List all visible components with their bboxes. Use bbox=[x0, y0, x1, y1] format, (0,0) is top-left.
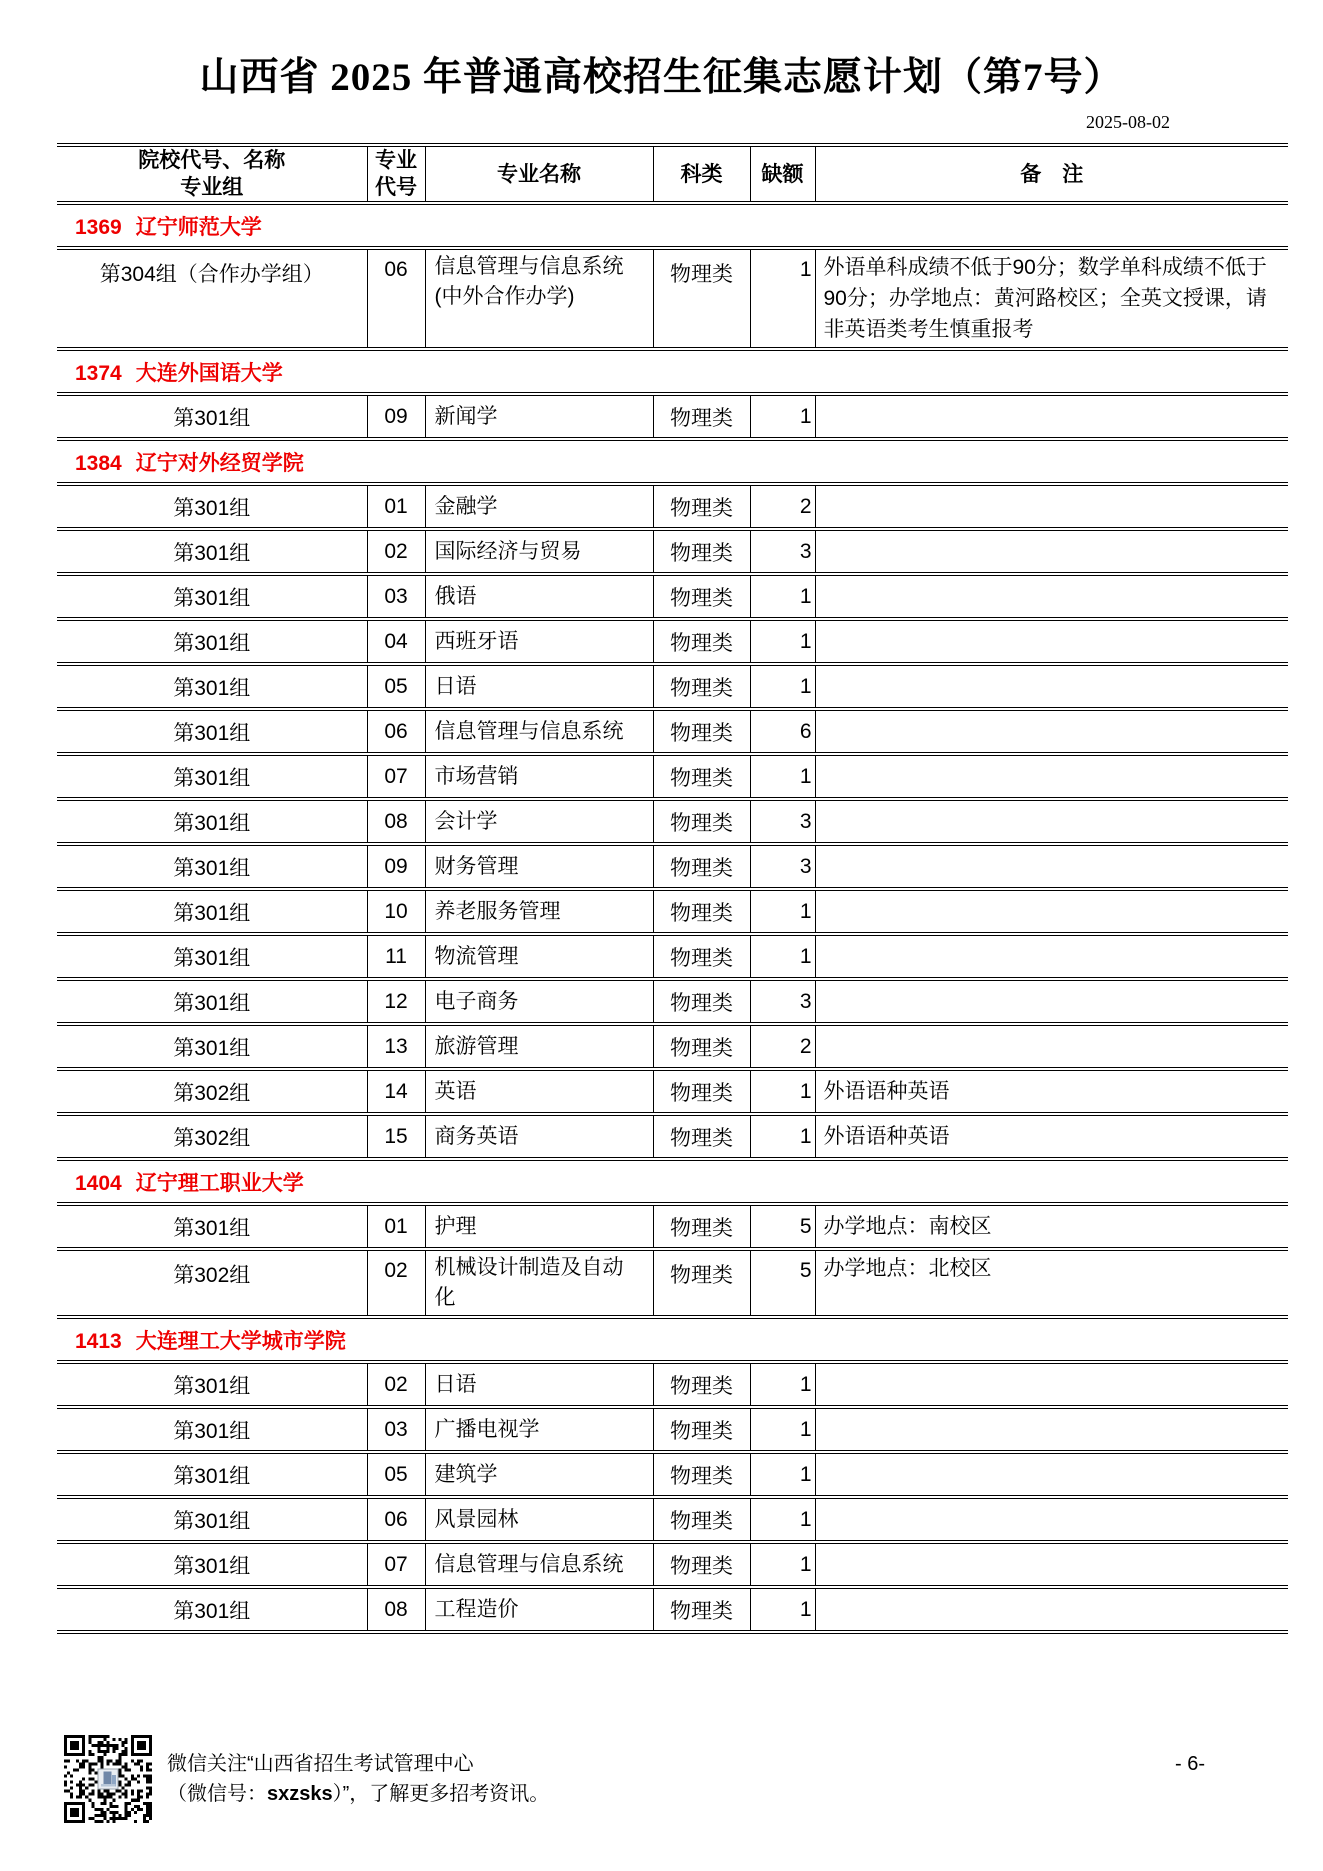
group-cell: 第301组 bbox=[57, 1542, 367, 1587]
group-cell: 第301组 bbox=[57, 574, 367, 619]
section-code: 1384 bbox=[75, 451, 122, 475]
major-code-cell: 12 bbox=[367, 979, 425, 1024]
major-name-cell: 英语 bbox=[425, 1069, 653, 1114]
group-cell: 第301组 bbox=[57, 1407, 367, 1452]
vacancy-cell: 1 bbox=[750, 1542, 815, 1587]
major-name-cell: 信息管理与信息系统 bbox=[425, 709, 653, 754]
category-cell: 物理类 bbox=[653, 574, 750, 619]
major-name-cell: 金融学 bbox=[425, 484, 653, 529]
category-cell: 物理类 bbox=[653, 1114, 750, 1159]
remark-cell bbox=[815, 1362, 1288, 1407]
vacancy-cell: 1 bbox=[750, 1069, 815, 1114]
vacancy-cell: 1 bbox=[750, 1362, 815, 1407]
major-code-cell: 08 bbox=[367, 799, 425, 844]
vacancy-cell: 1 bbox=[750, 248, 815, 349]
vacancy-cell: 1 bbox=[750, 1587, 815, 1632]
group-cell: 第301组 bbox=[57, 889, 367, 934]
remark-cell bbox=[815, 1407, 1288, 1452]
section-name: 辽宁对外经贸学院 bbox=[135, 451, 304, 475]
remark-cell bbox=[815, 574, 1288, 619]
header-remark: 备 注 bbox=[815, 145, 1288, 203]
group-cell: 第301组 bbox=[57, 1362, 367, 1407]
vacancy-cell: 6 bbox=[750, 709, 815, 754]
major-name-cell: 风景园林 bbox=[425, 1497, 653, 1542]
group-cell: 第302组 bbox=[57, 1069, 367, 1114]
table-row bbox=[57, 1114, 1288, 1159]
table-row bbox=[57, 844, 1288, 889]
category-cell: 物理类 bbox=[653, 1024, 750, 1069]
major-name-cell: 护理 bbox=[425, 1204, 653, 1249]
remark-cell: 外语单科成绩不低于90分；数学单科成绩不低于90分；办学地点：黄河路校区；全英文授课，请非英语类考生慎重报考 bbox=[815, 248, 1288, 349]
page-number: - 6- bbox=[1175, 1753, 1205, 1775]
major-name-cell: 日语 bbox=[425, 664, 653, 709]
remark-cell bbox=[815, 529, 1288, 574]
category-cell: 物理类 bbox=[653, 1497, 750, 1542]
header-major-name: 专业名称 bbox=[425, 145, 653, 203]
group-cell: 第301组 bbox=[57, 844, 367, 889]
table-row bbox=[57, 709, 1288, 754]
table-row bbox=[57, 1024, 1288, 1069]
table-row bbox=[57, 1497, 1288, 1542]
qr-code bbox=[63, 1735, 153, 1823]
header-category: 科类 bbox=[653, 145, 750, 203]
category-cell: 物理类 bbox=[653, 248, 750, 349]
category-cell: 物理类 bbox=[653, 1249, 750, 1317]
group-cell: 第302组 bbox=[57, 1114, 367, 1159]
major-name-cell: 会计学 bbox=[425, 799, 653, 844]
table-row bbox=[57, 934, 1288, 979]
table-row bbox=[57, 529, 1288, 574]
group-cell: 第302组 bbox=[57, 1249, 367, 1317]
vacancy-cell: 1 bbox=[750, 619, 815, 664]
remark-cell: 外语语种英语 bbox=[815, 1114, 1288, 1159]
vacancy-cell: 1 bbox=[750, 1497, 815, 1542]
vacancy-cell: 3 bbox=[750, 844, 815, 889]
table-row bbox=[57, 1452, 1288, 1497]
major-code-cell: 09 bbox=[367, 844, 425, 889]
major-code-cell: 15 bbox=[367, 1114, 425, 1159]
group-cell: 第301组 bbox=[57, 484, 367, 529]
major-code-cell: 03 bbox=[367, 1407, 425, 1452]
major-name-cell: 电子商务 bbox=[425, 979, 653, 1024]
category-cell: 物理类 bbox=[653, 1542, 750, 1587]
remark-cell bbox=[815, 619, 1288, 664]
header-college bbox=[57, 145, 367, 203]
vacancy-cell: 1 bbox=[750, 889, 815, 934]
group-cell: 第301组 bbox=[57, 619, 367, 664]
vacancy-cell: 1 bbox=[750, 934, 815, 979]
remark-cell bbox=[815, 889, 1288, 934]
vacancy-cell: 2 bbox=[750, 484, 815, 529]
category-cell: 物理类 bbox=[653, 1407, 750, 1452]
remark-cell bbox=[815, 484, 1288, 529]
page-title: 山西省 2025 年普通高校招生征集志愿计划（第7号） bbox=[199, 56, 1124, 99]
header-college-line1: 院校代号、名称 bbox=[138, 149, 286, 172]
remark-cell bbox=[815, 799, 1288, 844]
remark-cell: 外语语种英语 bbox=[815, 1069, 1288, 1114]
table-header-row bbox=[57, 145, 1288, 203]
major-code-cell: 06 bbox=[367, 709, 425, 754]
section-code: 1404 bbox=[75, 1171, 122, 1195]
wechat-id: sxzsks bbox=[267, 1783, 333, 1805]
plan-table bbox=[57, 143, 1288, 1634]
document-date: 2025-08-02 bbox=[1086, 112, 1170, 132]
group-cell: 第301组 bbox=[57, 934, 367, 979]
remark-cell bbox=[815, 1024, 1288, 1069]
category-cell: 物理类 bbox=[653, 1069, 750, 1114]
section-header-row bbox=[57, 203, 1288, 248]
remark-cell bbox=[815, 664, 1288, 709]
table-row bbox=[57, 619, 1288, 664]
remark-cell bbox=[815, 1587, 1288, 1632]
major-code-cell: 14 bbox=[367, 1069, 425, 1114]
category-cell: 物理类 bbox=[653, 1587, 750, 1632]
table-body bbox=[57, 203, 1288, 1632]
major-name-cell: 俄语 bbox=[425, 574, 653, 619]
table-row bbox=[57, 574, 1288, 619]
major-name-cell: 国际经济与贸易 bbox=[425, 529, 653, 574]
category-cell: 物理类 bbox=[653, 799, 750, 844]
section-header-row bbox=[57, 1317, 1288, 1362]
group-cell: 第301组 bbox=[57, 754, 367, 799]
section-title bbox=[57, 1159, 1288, 1204]
table-row bbox=[57, 799, 1288, 844]
major-code-cell: 04 bbox=[367, 619, 425, 664]
major-code-cell: 10 bbox=[367, 889, 425, 934]
table-row bbox=[57, 889, 1288, 934]
remark-cell bbox=[815, 709, 1288, 754]
category-cell: 物理类 bbox=[653, 754, 750, 799]
category-cell: 物理类 bbox=[653, 844, 750, 889]
category-cell: 物理类 bbox=[653, 1204, 750, 1249]
category-cell: 物理类 bbox=[653, 664, 750, 709]
section-header-row bbox=[57, 349, 1288, 394]
section-code: 1369 bbox=[75, 215, 122, 239]
section-name: 大连理工大学城市学院 bbox=[135, 1329, 346, 1353]
vacancy-cell: 3 bbox=[750, 979, 815, 1024]
table-row bbox=[57, 1362, 1288, 1407]
major-code-cell: 02 bbox=[367, 1249, 425, 1317]
major-name-cell: 商务英语 bbox=[425, 1114, 653, 1159]
remark-cell bbox=[815, 844, 1288, 889]
vacancy-cell: 1 bbox=[750, 1452, 815, 1497]
major-code-cell: 01 bbox=[367, 484, 425, 529]
major-code-cell: 01 bbox=[367, 1204, 425, 1249]
header-major-code bbox=[367, 145, 425, 203]
header-vacancy: 缺额 bbox=[750, 145, 815, 203]
section-code: 1413 bbox=[75, 1329, 122, 1353]
major-name-cell: 物流管理 bbox=[425, 934, 653, 979]
group-cell: 第301组 bbox=[57, 529, 367, 574]
table-row bbox=[57, 1587, 1288, 1632]
major-code-cell: 05 bbox=[367, 1452, 425, 1497]
major-name-cell: 建筑学 bbox=[425, 1452, 653, 1497]
section-header-row bbox=[57, 1159, 1288, 1204]
section-title bbox=[57, 349, 1288, 394]
section-header-row bbox=[57, 439, 1288, 484]
major-name-cell: 广播电视学 bbox=[425, 1407, 653, 1452]
major-code-cell: 07 bbox=[367, 1542, 425, 1587]
table-row bbox=[57, 1542, 1288, 1587]
major-code-cell: 11 bbox=[367, 934, 425, 979]
vacancy-cell: 1 bbox=[750, 574, 815, 619]
remark-cell bbox=[815, 1452, 1288, 1497]
group-cell: 第301组 bbox=[57, 1497, 367, 1542]
group-cell: 第301组 bbox=[57, 709, 367, 754]
vacancy-cell: 3 bbox=[750, 529, 815, 574]
footer-line2: （微信号：sxzsks）”，了解更多招考资讯。 bbox=[167, 1783, 550, 1805]
category-cell: 物理类 bbox=[653, 1452, 750, 1497]
group-cell: 第301组 bbox=[57, 1452, 367, 1497]
remark-cell bbox=[815, 1497, 1288, 1542]
major-name-cell: 西班牙语 bbox=[425, 619, 653, 664]
section-name: 辽宁师范大学 bbox=[135, 215, 262, 239]
major-code-cell: 06 bbox=[367, 248, 425, 349]
remark-cell bbox=[815, 754, 1288, 799]
group-cell: 第301组 bbox=[57, 799, 367, 844]
table-row bbox=[57, 1069, 1288, 1114]
major-name-cell: 机械设计制造及自动化 bbox=[425, 1249, 653, 1317]
category-cell: 物理类 bbox=[653, 529, 750, 574]
major-name-cell: 信息管理与信息系统 bbox=[425, 1542, 653, 1587]
section-code: 1374 bbox=[75, 361, 122, 385]
group-cell: 第301组 bbox=[57, 394, 367, 439]
category-cell: 物理类 bbox=[653, 619, 750, 664]
major-name-cell: 工程造价 bbox=[425, 1587, 653, 1632]
vacancy-cell: 5 bbox=[750, 1204, 815, 1249]
vacancy-cell: 3 bbox=[750, 799, 815, 844]
major-code-cell: 02 bbox=[367, 1362, 425, 1407]
group-cell: 第301组 bbox=[57, 979, 367, 1024]
section-title bbox=[57, 203, 1288, 248]
group-cell: 第301组 bbox=[57, 664, 367, 709]
footer-text bbox=[167, 1749, 549, 1809]
remark-cell bbox=[815, 394, 1288, 439]
category-cell: 物理类 bbox=[653, 484, 750, 529]
remark-cell: 办学地点：南校区 bbox=[815, 1204, 1288, 1249]
major-code-cell: 09 bbox=[367, 394, 425, 439]
major-code-cell: 05 bbox=[367, 664, 425, 709]
category-cell: 物理类 bbox=[653, 1362, 750, 1407]
vacancy-cell: 2 bbox=[750, 1024, 815, 1069]
section-title bbox=[57, 1317, 1288, 1362]
major-code-cell: 13 bbox=[367, 1024, 425, 1069]
table-row bbox=[57, 1204, 1288, 1249]
remark-cell bbox=[815, 1542, 1288, 1587]
major-name-cell: 信息管理与信息系统(中外合作办学) bbox=[425, 248, 653, 349]
vacancy-cell: 1 bbox=[750, 664, 815, 709]
table-row bbox=[57, 1407, 1288, 1452]
footer-line1: 微信关注“山西省招生考试管理中心 bbox=[167, 1753, 474, 1775]
table-row bbox=[57, 248, 1288, 349]
major-code-cell: 08 bbox=[367, 1587, 425, 1632]
category-cell: 物理类 bbox=[653, 889, 750, 934]
category-cell: 物理类 bbox=[653, 394, 750, 439]
section-name: 大连外国语大学 bbox=[135, 361, 283, 385]
major-code-cell: 07 bbox=[367, 754, 425, 799]
remark-cell: 办学地点：北校区 bbox=[815, 1249, 1288, 1317]
section-title bbox=[57, 439, 1288, 484]
vacancy-cell: 5 bbox=[750, 1249, 815, 1317]
major-name-cell: 市场营销 bbox=[425, 754, 653, 799]
group-cell: 第301组 bbox=[57, 1587, 367, 1632]
major-name-cell: 养老服务管理 bbox=[425, 889, 653, 934]
group-cell: 第304组（合作办学组） bbox=[57, 248, 367, 349]
group-cell: 第301组 bbox=[57, 1204, 367, 1249]
major-name-cell: 新闻学 bbox=[425, 394, 653, 439]
table-row bbox=[57, 979, 1288, 1024]
vacancy-cell: 1 bbox=[750, 1407, 815, 1452]
table-row bbox=[57, 754, 1288, 799]
header-major-code-line2: 代号 bbox=[375, 176, 417, 199]
major-code-cell: 03 bbox=[367, 574, 425, 619]
section-name: 辽宁理工职业大学 bbox=[135, 1171, 304, 1195]
major-code-cell: 02 bbox=[367, 529, 425, 574]
vacancy-cell: 1 bbox=[750, 1114, 815, 1159]
table-row bbox=[57, 484, 1288, 529]
table-row bbox=[57, 664, 1288, 709]
remark-cell bbox=[815, 934, 1288, 979]
major-code-cell: 06 bbox=[367, 1497, 425, 1542]
header-major-code-line1: 专业 bbox=[375, 149, 417, 172]
major-name-cell: 日语 bbox=[425, 1362, 653, 1407]
category-cell: 物理类 bbox=[653, 709, 750, 754]
vacancy-cell: 1 bbox=[750, 394, 815, 439]
category-cell: 物理类 bbox=[653, 934, 750, 979]
major-name-cell: 旅游管理 bbox=[425, 1024, 653, 1069]
vacancy-cell: 1 bbox=[750, 754, 815, 799]
table-row bbox=[57, 1249, 1288, 1317]
table-row bbox=[57, 394, 1288, 439]
category-cell: 物理类 bbox=[653, 979, 750, 1024]
header-college-line2: 专业组 bbox=[180, 176, 244, 199]
major-name-cell: 财务管理 bbox=[425, 844, 653, 889]
group-cell: 第301组 bbox=[57, 1024, 367, 1069]
remark-cell bbox=[815, 979, 1288, 1024]
